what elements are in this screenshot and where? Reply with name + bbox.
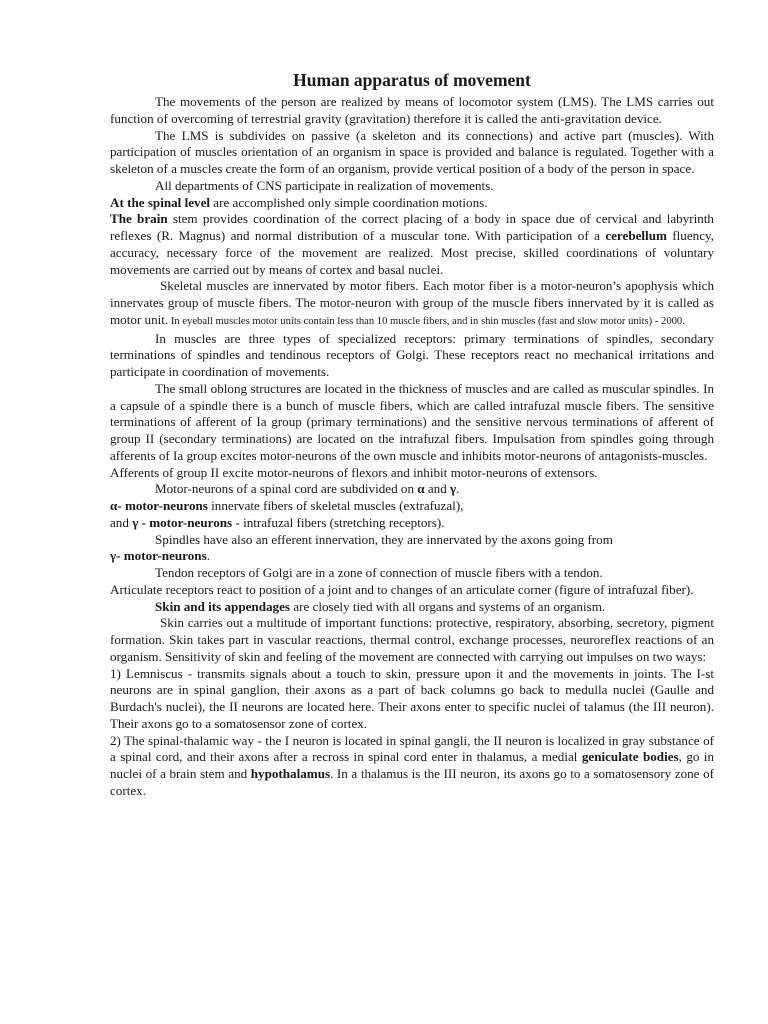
term-alpha-motor-neurons: α- motor-neurons <box>110 498 208 513</box>
paragraph-text: . <box>456 481 460 497</box>
paragraph-text: stem provides coordination of the correct placing of a body in space due of cervical and labyrinth reflexes (R. Magnus) and normal distribution of a muscular tone. With participation of a <box>110 211 714 243</box>
paragraph-skeletal-muscles <box>110 278 714 330</box>
paragraph-text: . In a thalamus is the III neuron, its axons go to a somatosensory zone of cortex. <box>110 766 714 798</box>
paragraph-text: 2) The spinal-thalamic way - the I neuron is located in spinal gangli, the II neuron is localized in gray substance of a spinal cord, and their axons after a recross in spinal cord enter in thalamus, a medial <box>110 732 714 765</box>
document-page <box>110 68 714 800</box>
paragraph-efferent-innervation: Spindles have also an efferent innervation, they are innervated by the axons going from <box>155 531 613 547</box>
paragraph-text: Motor-neurons of a spinal cord are subdivided on <box>155 481 418 497</box>
paragraph-articulate: Articulate receptors react to position of a joint and to changes of an articulate corner (figure of intrafuzal fiber). <box>110 581 694 597</box>
paragraph-text: are accomplished only simple coordination motions. <box>210 194 488 210</box>
paragraph-group-ii: Afferents of group II excite motor-neurons of flexors and inhibit motor-neurons of extensors. <box>110 464 598 480</box>
paragraph-gamma-motor-neurons <box>110 515 714 532</box>
paragraph-golgi: Tendon receptors of Golgi are in a zone of connection of muscle fibers with a tendon. <box>155 565 603 580</box>
paragraph-skin-functions: Skin carries out a multitude of important functions: protective, respiratory, absorbing, secretory, pigment formation. Skin takes part in vascular reactions, thermal control, exchange processes, neuroreflex reactions of an organism. Sensitivity of skin and feeling of the movement are connected with carrying out impulses on two ways: <box>110 615 714 664</box>
paragraph-note-small: In eyeball muscles motor units contain less than 10 muscle fibers, and in shin muscles (fast and slow motor units) - 2000. <box>168 315 685 327</box>
paragraph-text: are closely tied with all organs and systems of an organism. <box>290 598 606 614</box>
term-hypothalamus: hypothalamus <box>250 766 331 781</box>
paragraph-brain <box>110 211 714 278</box>
paragraph-text: innervate fibers of skeletal muscles (extrafuzal), <box>207 498 464 513</box>
paragraph-motor-neurons <box>110 481 714 498</box>
paragraph-lms-parts: The LMS is subdivides on passive (a skeleton and its connections) and active part (muscles). With participation of muscles orientation of an organism in space is provided and balance is regulated. Together with a skeleton of a muscles create the form of an organism, provide vertical position of a body of the person in space. <box>110 127 714 176</box>
symbol-gamma: γ <box>450 481 457 497</box>
paragraph-spinal-level <box>110 195 714 212</box>
term-spinal-level: At the spinal level <box>110 194 211 210</box>
paragraph-skin <box>110 599 714 616</box>
paragraph-text: Skeletal muscles are innervated by motor fibers. Each motor fiber is a motor-neuron’s apophysis which innervates group of muscle fibers. The motor-neuron with group of the muscle fibers innervated by it is called as motor unit. <box>110 278 714 327</box>
paragraph-cns: All departments of CNS participate in realization of movements. <box>155 177 494 193</box>
term-cerebellum: cerebellum <box>605 228 667 243</box>
symbol-alpha: α <box>417 481 425 497</box>
term-brain: The brain <box>110 211 168 227</box>
term-gamma-motor-neurons: γ - motor-neurons <box>132 514 233 530</box>
paragraph-receptors: In muscles are three types of specialized receptors: primary terminations of spindles, secondary terminations of spindles and tendinous receptors of Golgi. These receptors react no mechanical irritations and participate in coordination of movements. <box>110 330 714 379</box>
paragraph-text: , go in nuclei of a brain stem and <box>110 749 714 781</box>
paragraph-gamma-line <box>110 548 714 565</box>
paragraph-text: and <box>110 514 133 530</box>
paragraph-text: and <box>424 481 451 497</box>
paragraph-text: - intrafuzal fibers (stretching receptors). <box>232 514 445 530</box>
term-geniculate-bodies: geniculate bodies <box>581 749 679 765</box>
paragraph-text: . <box>206 548 210 564</box>
term-skin-appendages: Skin and its appendages <box>155 598 290 614</box>
page-title: Human apparatus of movement <box>293 70 531 90</box>
paragraph-muscular-spindles: The small oblong structures are located in the thickness of muscles and are called as muscular spindles. In a capsule of a spindle there is a bunch of muscle fibers, which are called intrafuzal muscle fibers. The sensitive terminations of afferent of Ia group (primary terminations) and the sensitive nervous terminations of afferent of group II (secondary terminations) are located on the intrafuzal fibers. Impulsation from spindles going through afferents of Ia group excites motor-neurons of the own muscle and inhibits motor-neurons of antagonists-muscles. <box>110 380 714 463</box>
paragraph-lms-intro: The movements of the person are realized by means of locomotor system (LMS). The LMS carries out function of overcoming of terrestrial gravity (gravitation) therefore it is called the anti-gravitation device. <box>110 94 714 126</box>
paragraph-lemniscus: 1) Lemniscus - transmits signals about a touch to skin, pressure upon it and the movements in joints. The I-st neurons are in spinal ganglion, their axons as a part of back columns go back to medulla nuclei (Gaulle and Burdach's nuclei), the II neurons are located here. Their axons enter to specific nuclei of talamus (the III neuron). Their axons go to a somatosensor zone of cortex. <box>110 665 714 731</box>
paragraph-spinal-thalamic <box>110 733 714 800</box>
paragraph-alpha-motor-neurons <box>110 498 714 515</box>
term-gamma-motor-neurons-2: γ- motor-neurons <box>110 548 207 564</box>
paragraph-text: fluency, accuracy, necessary force of the movement are realized. Most precise, skilled coordinations of voluntary movements are carried out by means of cortex and basal nuclei. <box>110 228 714 277</box>
